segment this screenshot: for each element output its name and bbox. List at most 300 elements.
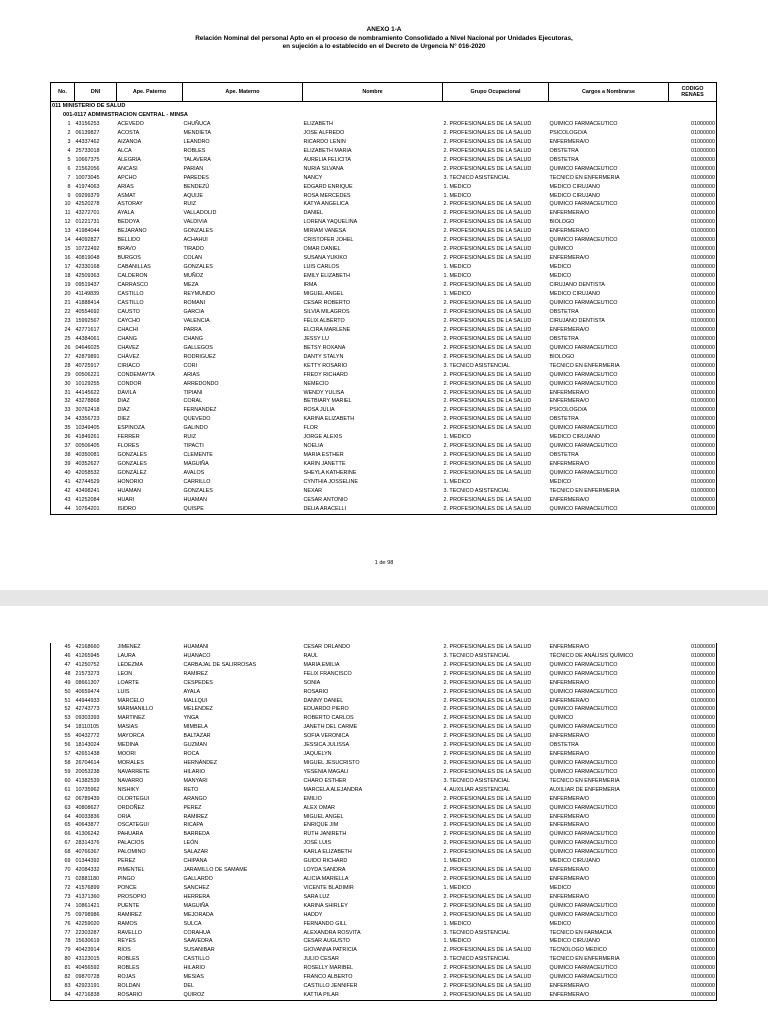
row-cargo: ENFERMERA/O — [549, 461, 590, 468]
row-ape-paterno: LOARTE — [117, 679, 139, 686]
table-row — [51, 830, 717, 839]
row-dni: 42744529 — [75, 479, 100, 486]
row-ape-paterno: RIOS — [117, 947, 131, 954]
row-no: 7 — [51, 174, 75, 183]
row-codigo: 01000000 — [669, 964, 717, 973]
row-no: 57 — [51, 750, 75, 759]
row-nombre: KATYA ANGELICA — [303, 201, 349, 208]
row-grupo: 2. PROFESIONALES DE LA SALUD — [443, 974, 532, 981]
row-ape-paterno: MARCELO — [117, 697, 145, 704]
row-ape-materno: VALLADOLID — [183, 210, 217, 217]
row-dni: 40819048 — [75, 255, 100, 262]
row-cargo: OBSTETRA — [549, 147, 579, 154]
row-dni: 41974063 — [75, 183, 100, 190]
table-header-row — [51, 83, 717, 102]
row-dni: 44384061 — [75, 335, 100, 342]
row-codigo: 01000000 — [669, 200, 717, 209]
row-grupo: 2. PROFESIONALES DE LA SALUD — [443, 299, 532, 306]
row-cargo: ENFERMERA/O — [549, 813, 590, 820]
row-dni: 09870728 — [75, 974, 100, 981]
table-row — [51, 937, 717, 946]
row-codigo: 01000000 — [669, 433, 717, 442]
table-row — [51, 406, 717, 415]
row-ape-materno: SAAVEDRA — [183, 938, 213, 945]
row-cargo: QUIMICO FARMACEUTICO — [549, 965, 618, 972]
row-no: 68 — [51, 848, 75, 857]
row-cargo: QUIMICO FARMACEUTICO — [549, 902, 618, 909]
row-grupo: 2. PROFESIONALES DE LA SALUD — [443, 813, 532, 820]
row-dni: 43278868 — [75, 398, 100, 405]
row-ape-paterno: ORDOÑEZ — [117, 804, 145, 811]
row-nombre: EDGARD ENRIQUE — [303, 183, 353, 190]
row-nombre: CYNTHIA JOSSELINE — [303, 479, 359, 486]
row-no: 76 — [51, 920, 75, 929]
row-no: 24 — [51, 326, 75, 335]
row-ape-paterno: AIZANOA — [117, 138, 142, 145]
row-codigo: 01000000 — [669, 371, 717, 380]
row-grupo: 2. PROFESIONALES DE LA SALUD — [443, 237, 532, 244]
column-header-grupo-ocupacional: Grupo Ocupacional — [443, 83, 549, 102]
row-cargo: AUXILIAR DE ENFERMERIA — [549, 786, 620, 793]
row-ape-paterno: CIRIACO — [117, 362, 140, 369]
row-dni: 40554692 — [75, 308, 100, 315]
row-no: 61 — [51, 786, 75, 795]
row-cargo: ENFERMERA/O — [549, 138, 590, 145]
row-dni: 42743773 — [75, 706, 100, 713]
row-dni: 10764201 — [75, 505, 117, 514]
row-nombre: JESSICA JULISSA — [303, 742, 350, 749]
row-cargo: TECNOLOGO MEDICO — [549, 947, 608, 954]
row-no: 74 — [51, 902, 75, 911]
row-ape-materno: QUIROZ — [183, 991, 303, 1000]
row-cargo: ENFERMERA/O — [549, 867, 590, 874]
row-dni: 40432772 — [75, 733, 100, 740]
row-nombre: ALICIA MARIELLA — [303, 875, 349, 882]
row-no: 33 — [51, 406, 75, 415]
row-dni: 09299379 — [75, 192, 100, 199]
row-codigo: 01000000 — [669, 884, 717, 893]
row-codigo: 01000000 — [669, 487, 717, 496]
row-codigo: 01000000 — [669, 848, 717, 857]
row-no: 2 — [51, 129, 75, 138]
row-nombre: FELIX FRANCISCO — [303, 670, 352, 677]
row-grupo: 2. PROFESIONALES DE LA SALUD — [443, 282, 532, 289]
row-dni: 10861421 — [75, 902, 100, 909]
row-grupo: 2. PROFESIONALES DE LA SALUD — [443, 840, 532, 847]
column-header-nombre: Nombre — [303, 83, 443, 102]
row-grupo: 1. MEDICO — [443, 264, 472, 271]
row-grupo: 2. PROFESIONALES DE LA SALUD — [443, 344, 532, 351]
row-dni: 41382539 — [75, 777, 100, 784]
row-dni: 42879891 — [75, 353, 100, 360]
row-ape-paterno: NAVARRETE — [117, 768, 150, 775]
row-cargo: MEDICO — [549, 273, 572, 280]
row-nombre: CESAR ANTONIO — [303, 496, 348, 503]
row-grupo: 1. MEDICO — [443, 884, 472, 891]
page-number: 1 de 98 — [374, 560, 394, 566]
row-cargo: ENFERMERA/O — [549, 644, 590, 650]
row-codigo: 01000000 — [669, 174, 717, 183]
row-nombre: ROSA JULIA — [303, 407, 335, 414]
row-dni: 40352627 — [75, 461, 100, 468]
row-ape-paterno: MEDINA — [117, 742, 139, 749]
row-ape-paterno: CARRASCO — [117, 282, 149, 289]
row-ape-paterno: ROSARIO — [117, 991, 183, 1000]
table-row — [51, 955, 717, 964]
row-ape-paterno: HUARI — [117, 496, 135, 503]
row-no: 10 — [51, 200, 75, 209]
row-grupo: 2. PROFESIONALES DE LA SALUD — [443, 742, 532, 749]
row-nombre: ALEX OMAR — [303, 804, 335, 811]
row-ape-paterno: ASMAT — [117, 192, 136, 199]
document-page-2 — [0, 606, 768, 1024]
row-codigo: 01000000 — [669, 147, 717, 156]
row-codigo: 01000000 — [669, 795, 717, 804]
row-ape-materno: GALINDO — [183, 425, 208, 432]
row-dni: 40350081 — [75, 452, 100, 459]
row-ape-paterno: LUIS — [117, 688, 130, 695]
row-codigo: 01000000 — [669, 245, 717, 254]
row-nombre: DELIA ARACELLI — [303, 505, 443, 514]
row-no: 47 — [51, 661, 75, 670]
row-nombre: DANNY DANIEL — [303, 697, 344, 704]
row-no: 82 — [51, 973, 75, 982]
row-codigo: 01000000 — [669, 218, 717, 227]
row-cargo: OBSTETRA — [549, 156, 579, 163]
personnel-table-page-1 — [50, 82, 717, 515]
row-nombre: SHEYLA KATHERINE — [303, 470, 357, 477]
row-cargo: QUIMICO FARMACEUTICO — [549, 670, 618, 677]
row-nombre: MARIA EMILIA — [303, 661, 340, 668]
row-ape-materno: RAMIREZ — [183, 813, 208, 820]
row-codigo: 01000000 — [669, 299, 717, 308]
row-codigo: 01000000 — [669, 389, 717, 398]
row-no: 5 — [51, 156, 75, 165]
row-no: 15 — [51, 245, 75, 254]
row-no: 26 — [51, 344, 75, 353]
row-ape-materno: CORAL — [183, 398, 203, 405]
row-nombre: EMILIO — [303, 795, 322, 802]
row-cargo: QUIMICO FARMACEUTICO — [549, 911, 618, 918]
row-no: 51 — [51, 697, 75, 706]
row-ape-paterno: BEJARANO — [117, 228, 147, 235]
table-row — [51, 254, 717, 263]
row-nombre: JANETH DEL CARME — [303, 724, 358, 731]
row-no: 75 — [51, 911, 75, 920]
row-dni: 02881180 — [75, 875, 100, 882]
row-ape-paterno: HUAMAN — [117, 487, 141, 494]
row-cargo: ENFERMERA/O — [549, 795, 590, 802]
row-ape-paterno: ISIDRO — [117, 505, 183, 514]
row-ape-paterno: PIMENTEL — [117, 867, 145, 874]
row-ape-paterno: DIEZ — [117, 416, 130, 423]
row-codigo: 01000000 — [669, 679, 717, 688]
row-ape-materno: FERNANDEZ — [183, 407, 217, 414]
row-nombre: KARINA ELIZABETH — [303, 416, 355, 423]
table-row — [51, 661, 717, 670]
row-ape-materno: MELENDEZ — [183, 706, 213, 713]
row-codigo: 01000000 — [669, 496, 717, 505]
row-ape-paterno: FLORES — [117, 443, 140, 450]
row-ape-materno: SUSANIBAR — [183, 947, 215, 954]
row-dni: 40423914 — [75, 947, 100, 954]
row-dni: 41250752 — [75, 661, 100, 668]
row-no: 4 — [51, 147, 75, 156]
row-grupo: 2. PROFESIONALES DE LA SALUD — [443, 353, 532, 360]
row-ape-materno: REYMUNDO — [183, 291, 215, 298]
table-row — [51, 750, 717, 759]
row-cargo: ENFERMERA/O — [549, 733, 590, 740]
row-grupo: 2. PROFESIONALES DE LA SALUD — [443, 156, 532, 163]
row-grupo: 2. PROFESIONALES DE LA SALUD — [443, 849, 532, 856]
row-dni: 21562056 — [75, 165, 100, 172]
row-cargo: QUIMICO FARMACEUTICO — [549, 237, 618, 244]
table-row — [51, 299, 717, 308]
row-nombre: DANTY STALYN — [303, 353, 344, 360]
row-nombre: HADDY — [303, 911, 323, 918]
row-ape-materno: TIRADO — [183, 246, 204, 253]
row-dni: 42771617 — [75, 326, 100, 333]
row-ape-paterno: ARIAS — [117, 183, 134, 190]
table-row — [51, 380, 717, 389]
row-no: 83 — [51, 982, 75, 991]
row-ape-paterno: AYALA — [117, 210, 135, 217]
row-ape-materno: ACHAHUI — [183, 237, 208, 244]
row-ape-paterno: HONORIO — [117, 479, 144, 486]
row-dni: 01221731 — [75, 219, 100, 226]
table-row — [51, 469, 717, 478]
row-nombre: FERNANDO GILL — [303, 920, 347, 927]
row-no: 16 — [51, 254, 75, 263]
row-nombre: NANCY — [303, 174, 323, 181]
row-cargo: QUIMICO FARMACEUTICO — [549, 661, 618, 668]
row-nombre: JULIO CESAR — [303, 956, 339, 963]
row-ape-paterno: PALOMINO — [117, 849, 146, 856]
row-ape-materno: YNGA — [183, 715, 199, 722]
table-row — [51, 723, 717, 732]
row-nombre: RAUL — [303, 652, 318, 659]
row-nombre: BETBIARY MARIEL — [303, 398, 352, 405]
table-row — [51, 964, 717, 973]
row-grupo: 2. PROFESIONALES DE LA SALUD — [443, 867, 532, 874]
row-cargo: ENFERMERA/O — [549, 255, 590, 262]
row-no: 65 — [51, 821, 75, 830]
row-grupo: 2. PROFESIONALES DE LA SALUD — [443, 644, 532, 650]
row-ape-materno: ARANGO — [183, 795, 207, 802]
row-codigo: 01000000 — [669, 723, 717, 732]
row-grupo: 2. PROFESIONALES DE LA SALUD — [443, 246, 532, 253]
row-cargo: QUIMICO FARMACEUTICO — [549, 470, 618, 477]
row-ape-paterno: DAVILA — [117, 389, 137, 396]
row-cargo: CIRUJANO DENTISTA — [549, 282, 605, 289]
row-dni: 21573273 — [75, 670, 100, 677]
column-header-cargos: Cargos a Nombrarse — [549, 83, 669, 102]
column-header-ape-paterno: Ape. Paterno — [117, 83, 183, 102]
report-title: Relación Nominal del personal Apto en el proceso de nombramiento Consolidado a Nivel Nacional por Unidades Ejecutoras, — [195, 34, 573, 42]
row-ape-paterno: GONZALES — [117, 461, 147, 468]
table-row — [51, 652, 717, 661]
table-row — [51, 415, 717, 424]
row-nombre: NURIA SILVANA — [303, 165, 344, 172]
row-ape-materno: GALLARDO — [183, 875, 213, 882]
row-nombre: ROSARIO — [303, 688, 329, 695]
row-ape-materno: HUAMAN — [183, 496, 207, 503]
table-row — [51, 478, 717, 487]
row-dni: 44145622 — [75, 389, 100, 396]
row-nombre: ELCIRA MARLENE — [303, 326, 351, 333]
row-cargo: QUIMICO FARMACEUTICO — [549, 849, 618, 856]
document-header — [0, 26, 768, 52]
row-no: 37 — [51, 442, 75, 451]
row-codigo: 01000000 — [669, 415, 717, 424]
table-row — [51, 982, 717, 991]
row-nombre: ROSA MERCEDES — [303, 192, 351, 199]
table-row — [51, 741, 717, 750]
row-ape-paterno: GONZÁLEZ — [117, 470, 147, 477]
row-dni: 06139827 — [75, 129, 100, 136]
row-ape-materno: GONZALES — [183, 487, 213, 494]
row-cargo: QUIMICO FARMACEUTICO — [549, 344, 618, 351]
row-nombre: GUIDO RICHARD — [303, 858, 348, 865]
row-no: 73 — [51, 893, 75, 902]
table-row — [51, 326, 717, 335]
row-codigo: 01000000 — [669, 272, 717, 281]
row-ape-paterno: PALACIOS — [117, 840, 145, 847]
row-cargo: QUIMICO FARMACEUTICO — [549, 724, 618, 731]
row-nombre: CESAR ORLANDO — [303, 644, 351, 650]
subsection-label: 001-0117 ADMINISTRACION CENTRAL - MINSA — [51, 111, 717, 120]
table-row — [51, 902, 717, 911]
row-grupo: 2. PROFESIONALES DE LA SALUD — [443, 795, 532, 802]
personnel-table-page-2 — [50, 643, 717, 1001]
row-grupo: 2. PROFESIONALES DE LA SALUD — [443, 443, 532, 450]
row-ape-paterno: PAHUARA — [117, 831, 144, 838]
table-row — [51, 424, 717, 433]
row-dni: 40643877 — [75, 822, 100, 829]
row-grupo: 2. PROFESIONALES DE LA SALUD — [443, 822, 532, 829]
row-dni: 10129255 — [75, 380, 100, 387]
row-nombre: SONIA — [303, 679, 321, 686]
row-nombre: ALEXANDRA ROSVITA — [303, 929, 361, 936]
row-dni: 40033836 — [75, 813, 100, 820]
table-row — [51, 192, 717, 201]
table-row — [51, 857, 717, 866]
table-row — [51, 893, 717, 902]
row-no: 6 — [51, 165, 75, 174]
column-header-dni: DNI — [75, 83, 117, 102]
row-ape-materno: HILARIO — [183, 965, 206, 972]
row-cargo: MEDICO CIRUJANO — [549, 183, 601, 190]
row-cargo: ENFERMERA/O — [549, 991, 669, 1000]
row-nombre: ROSELLY MARIBEL — [303, 965, 354, 972]
row-dni: 42520278 — [75, 201, 100, 208]
row-nombre: SUSANA YUKIKO — [303, 255, 348, 262]
row-dni: 43123015 — [75, 956, 100, 963]
table-row — [51, 973, 717, 982]
row-codigo: 01000000 — [669, 991, 717, 1000]
row-codigo: 01000000 — [669, 460, 717, 469]
row-codigo: 01000000 — [669, 937, 717, 946]
table-row — [51, 227, 717, 236]
row-ape-materno: PEREZ — [183, 804, 202, 811]
row-ape-materno: CARRILLO — [183, 479, 211, 486]
row-nombre: IRMA — [303, 282, 317, 289]
row-dni: 18143024 — [75, 742, 100, 749]
row-grupo: 2. PROFESIONALES DE LA SALUD — [443, 715, 532, 722]
row-no: 20 — [51, 290, 75, 299]
row-ape-paterno: OSCATEGUI — [117, 822, 149, 829]
row-cargo: QUIMICO FARMACEUTICO — [549, 974, 618, 981]
row-ape-materno: CORAHUA — [183, 929, 211, 936]
row-ape-materno: MUÑOZ — [183, 273, 204, 280]
table-row — [51, 777, 717, 786]
row-no: 80 — [51, 955, 75, 964]
row-ape-materno: AQUIJE — [183, 192, 203, 199]
table-row — [51, 679, 717, 688]
row-dni: 41306242 — [75, 831, 100, 838]
table-row — [51, 397, 717, 406]
row-ape-paterno: RAMIREZ — [117, 911, 142, 918]
row-ape-paterno: BEDOYA — [117, 219, 140, 226]
row-dni: 00506405 — [75, 443, 100, 450]
row-cargo: QUIMICO FARMACEUTICO — [549, 201, 618, 208]
table-row — [51, 218, 717, 227]
table-row — [51, 732, 717, 741]
row-ape-paterno: RAVELLO — [117, 929, 142, 936]
table-row — [51, 451, 717, 460]
row-ape-paterno: BELLIDO — [117, 237, 141, 244]
row-ape-paterno: ALCA — [117, 147, 132, 154]
row-no: 53 — [51, 714, 75, 723]
row-no: 58 — [51, 759, 75, 768]
row-ape-paterno: RAMOS — [117, 920, 138, 927]
row-dni: 40659474 — [75, 688, 100, 695]
table-row — [51, 821, 717, 830]
row-dni: 08661307 — [75, 679, 100, 686]
row-cargo: MEDICO — [549, 920, 572, 927]
table-row — [51, 236, 717, 245]
row-ape-paterno: JIMENEZ — [117, 644, 141, 650]
row-no: 30 — [51, 380, 75, 389]
row-codigo: 01000000 — [669, 263, 717, 272]
row-no: 77 — [51, 929, 75, 938]
row-dni: 10667375 — [75, 156, 100, 163]
row-ape-materno: TIPIANI — [183, 389, 203, 396]
table-row — [51, 129, 717, 138]
row-dni: 44944933 — [75, 697, 100, 704]
row-codigo: 01000000 — [669, 156, 717, 165]
row-grupo: 2. PROFESIONALES DE LA SALUD — [443, 804, 532, 811]
row-codigo: 01000000 — [669, 469, 717, 478]
row-nombre: MIGUEL JESUCRISTO — [303, 759, 360, 766]
row-ape-materno: MAGUIÑA — [183, 902, 209, 909]
table-row — [51, 138, 717, 147]
table-row — [51, 786, 717, 795]
row-ape-materno: MEZA — [183, 282, 199, 289]
row-ape-materno: CESPEDES — [183, 679, 213, 686]
row-ape-materno: RICAPA — [183, 822, 204, 829]
row-no: 48 — [51, 670, 75, 679]
row-codigo: 01000000 — [669, 317, 717, 326]
row-grupo: 1. MEDICO — [443, 291, 472, 298]
row-ape-materno: GUZMAN — [183, 742, 207, 749]
row-nombre: CRISTOFER JOHEL — [303, 237, 354, 244]
row-no: 62 — [51, 795, 75, 804]
row-nombre: FRANCO ALBERTO — [303, 974, 353, 981]
row-ape-paterno: CAYCHO — [117, 317, 141, 324]
row-dni: 40808627 — [75, 804, 100, 811]
row-dni: 09303393 — [75, 715, 100, 722]
